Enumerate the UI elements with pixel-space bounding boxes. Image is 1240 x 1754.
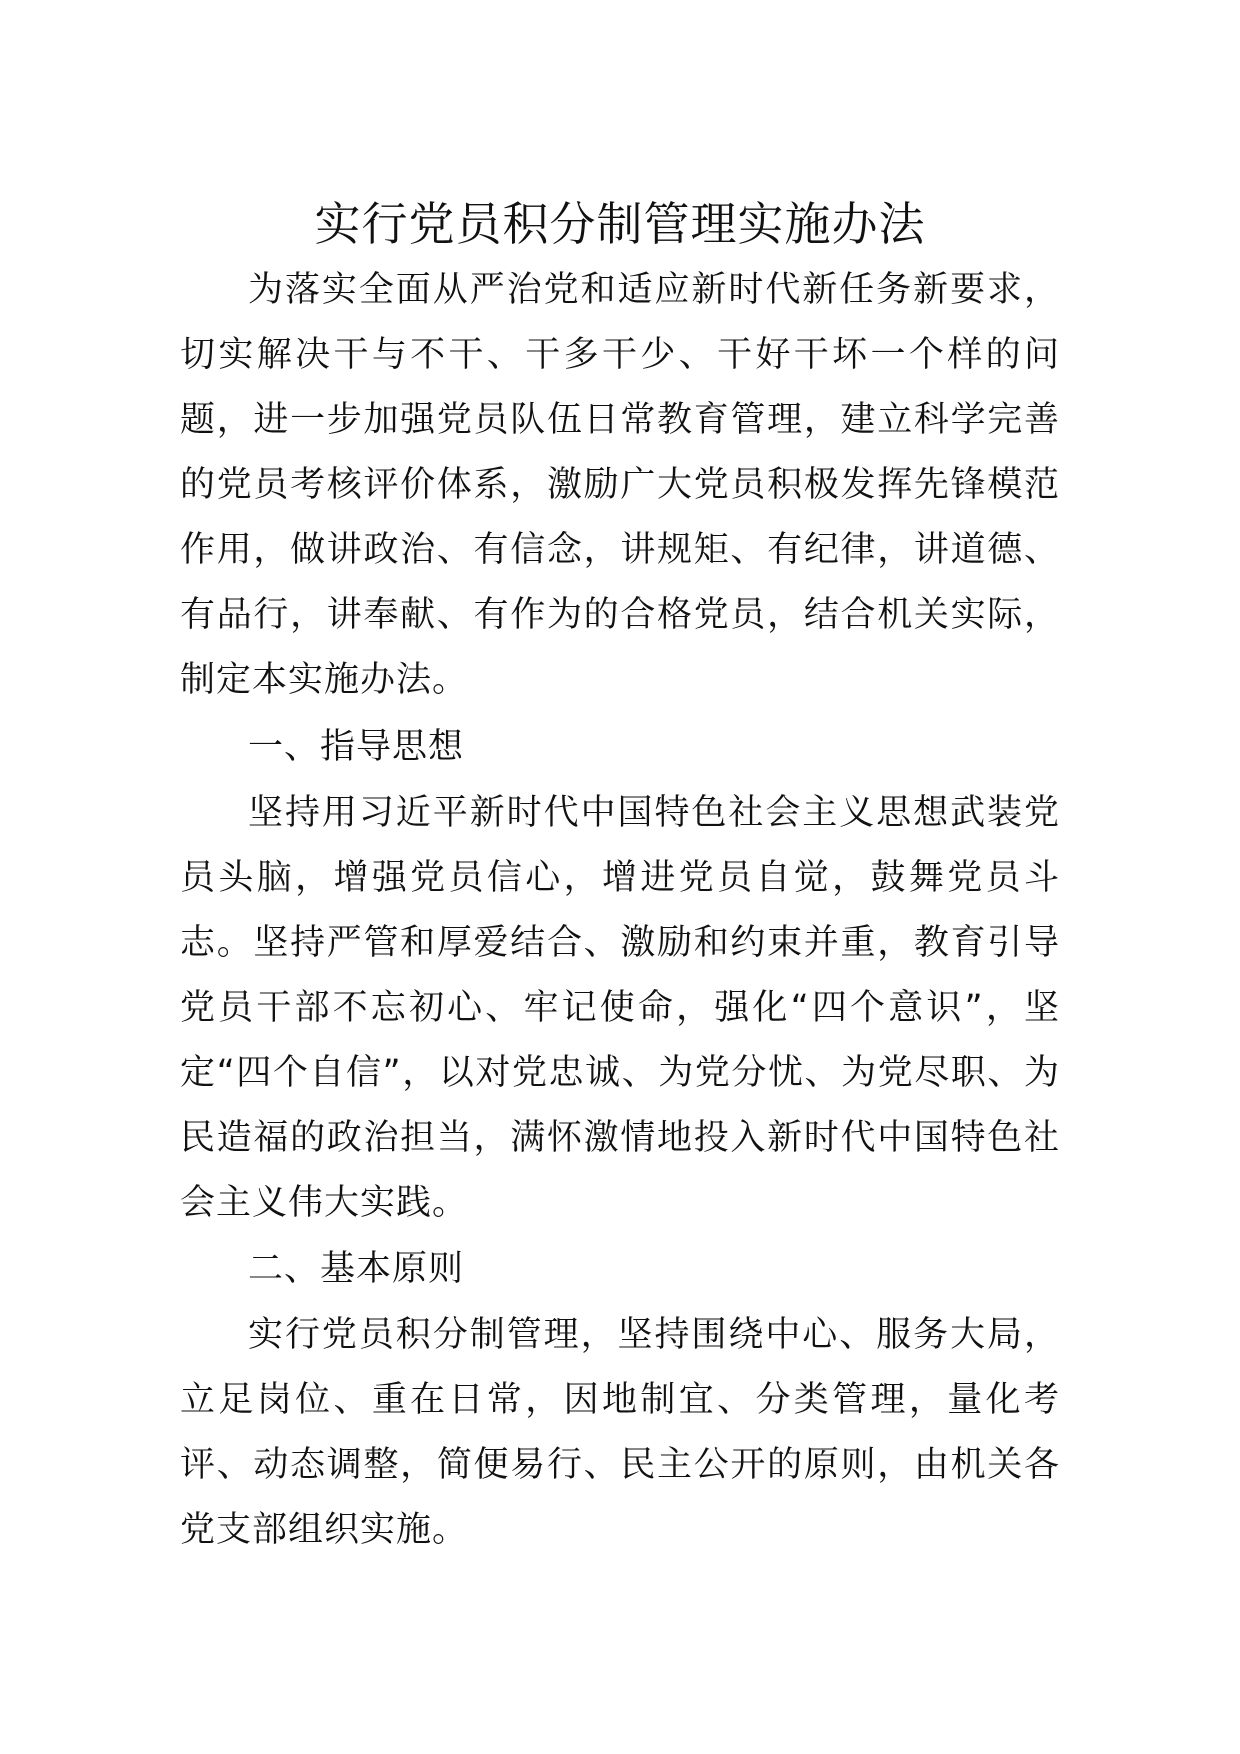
intro-paragraph: 为落实全面从严治党和适应新时代新任务新要求，切实解决干与不干、干多干少、干好干坏一个样的问题，进一步加强党员队伍日常教育管理，建立科学完善的党员考核评价体系，激励广大党员积极发挥先锋模范作用，做讲政治、有信念，讲规矩、有纪律，讲道德、有品行，讲奉献、有作为的合格党员，结合机关实际，制定本实施办法。 [180, 270, 1060, 700]
section-paragraph-guiding-thought: 坚持用习近平新时代中国特色社会主义思想武装党员头脑，增强党员信心，增进党员自觉，鼓舞党员斗志。坚持严管和厚爱结合、激励和约束并重，教育引导党员干部不忘初心、牢记使命，强化“四个意识”，坚定“四个自信”，以对党忠诚、为党分忧、为党尽职、为民造福的政治担当，满怀激情地投入新时代中国特色社会主义伟大实践。 [180, 793, 1060, 1223]
section-paragraph-basic-principles: 实行党员积分制管理，坚持围绕中心、服务大局，立足岗位、重在日常，因地制宜、分类管理，量化考评、动态调整，简便易行、民主公开的原则，由机关各党支部组织实施。 [180, 1315, 1060, 1550]
document-title: 实行党员积分制管理实施办法 [314, 197, 926, 251]
section-heading-basic-principles: 二、基本原则 [248, 1249, 465, 1289]
section-heading-guiding-thought: 一、指导思想 [248, 727, 465, 767]
